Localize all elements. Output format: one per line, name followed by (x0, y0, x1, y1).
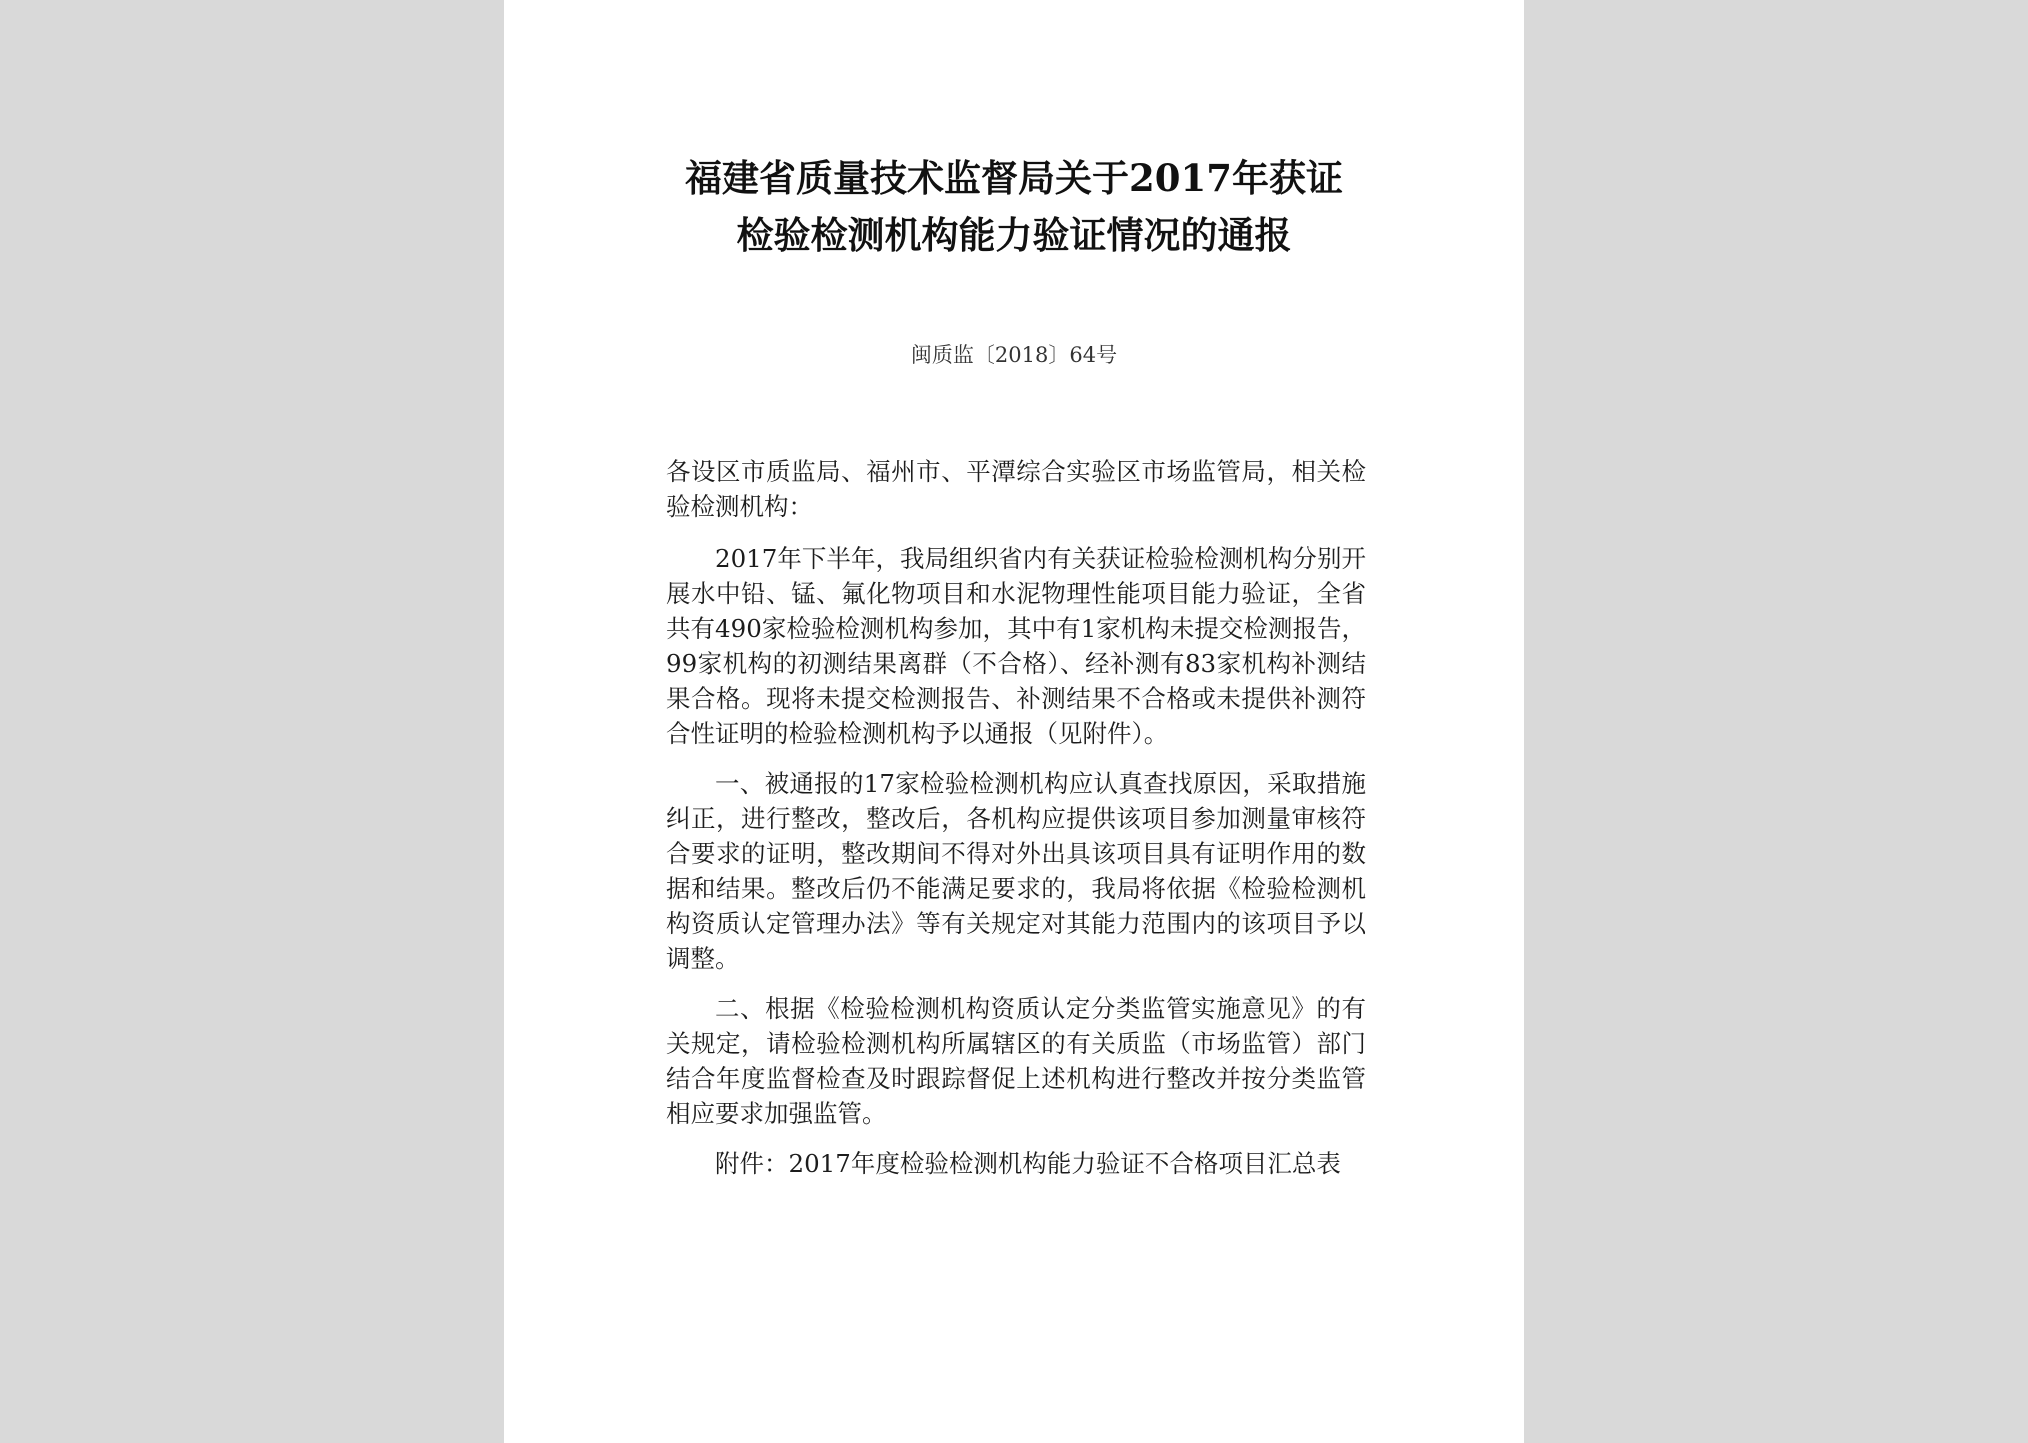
salutation: 各设区市质监局、福州市、平潭综合实验区市场监管局，相关检验检测机构： (666, 457, 1366, 521)
document-title-line-1: 福建省质量技术监督局关于2017年获证 (685, 156, 1343, 200)
document-body (666, 454, 1366, 1196)
paragraph-intro: 2017年下半年，我局组织省内有关获证检验检测机构分别开展水中铅、锰、氟化物项目和水泥物理性能项目能力验证，全省共有490家检验检测机构参加，其中有1家机构未提交检测报告，99家机构的初测结果离群（不合格）、经补测有83家机构补测结果合格。现将未提交检测报告、补测结果不合格或未提供补测符合性证明的检验检测机构予以通报（见附件）。 (666, 544, 1366, 748)
document-page (504, 0, 1524, 1443)
attachment-note: 附件：2017年度检验检测机构能力验证不合格项目汇总表 (715, 1149, 1341, 1178)
paragraph-item-2: 二、根据《检验检测机构资质认定分类监管实施意见》的有关规定，请检验检测机构所属辖区的有关质监（市场监管）部门结合年度监督检查及时跟踪督促上述机构进行整改并按分类监管相应要求加强监管。 (666, 994, 1366, 1128)
document-title (504, 150, 1524, 264)
document-title-line-2: 检验检测机构能力验证情况的通报 (736, 213, 1292, 257)
document-number: 闽质监〔2018〕64号 (910, 343, 1118, 367)
paragraph-item-1: 一、被通报的17家检验检测机构应认真查找原因，采取措施纠正，进行整改，整改后，各机构应提供该项目参加测量审核符合要求的证明，整改期间不得对外出具该项目具有证明作用的数据和结果。整改后仍不能满足要求的，我局将依据《检验检测机构资质认定管理办法》等有关规定对其能力范围内的该项目予以调整。 (666, 769, 1366, 973)
